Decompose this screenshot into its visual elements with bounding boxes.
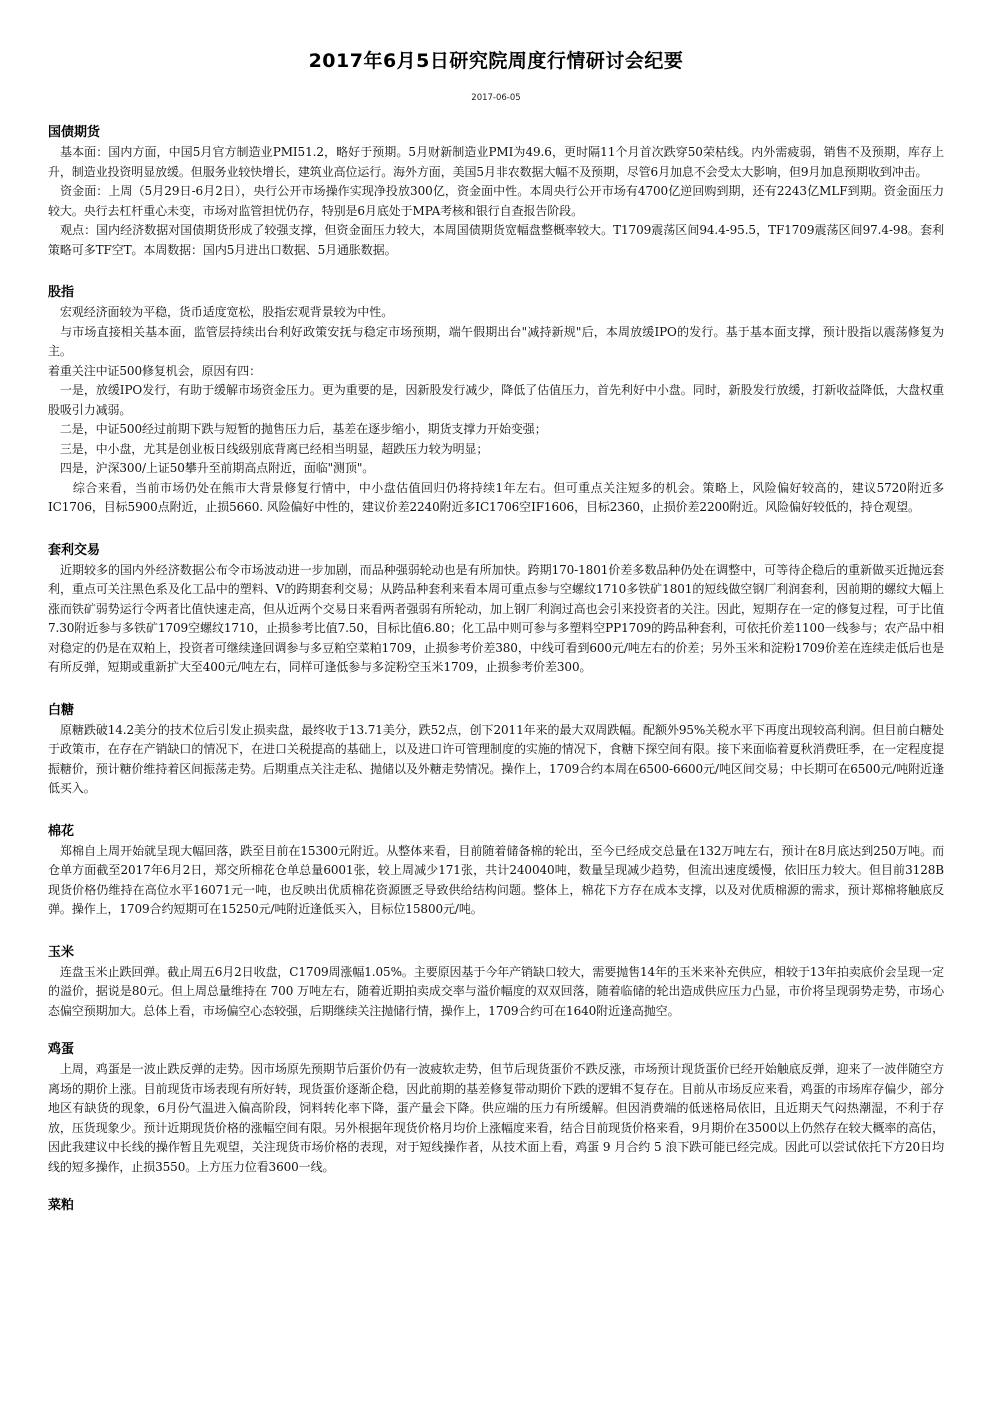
- section-heading: 鸡蛋: [48, 1042, 75, 1057]
- paragraph: 近期较多的国内外经济数据公布令市场波动进一步加剧，而品种强弱轮动也是有所加快。跨期170-1801价差多数品种仍处在调整中，可等待企稳后的重新做买近抛远套利，重点可关注黑色系及化工品中的塑料、V的跨期套利交易；从跨品种套利来看本周可重点参与空螺纹1710多铁矿1801的短线做空钢厂利润套利，因前期的螺纹大幅上涨而铁矿弱势运行令两者比值快速走高，但从近两个交易日来看两者强弱有所轮动，加上钢厂利润过高也会引来投资者的关注。因此，短期存在一定的修复过程，可于比值7.30附近参与多铁矿1709空螺纹1710，止损参考比值7.50，目标比值6.80；化工品中则可参与多塑料空PP1709的跨品种套利，可依托价差1100一线参与；农产品中相对稳定的仍是在双粕上，投资者可继续逢回调参与多豆粕空菜粕1709，止损参考价差380，中线可看到600元/吨左右的价差；另外玉米和淀粉1709价差在连续走低后也是有所反弹，短期或重新扩大至400元/吨左右，同样可逢低参与多淀粉空玉米1709，止损参考价差300。: [48, 562, 944, 674]
- document-date: 2017-06-05: [471, 93, 521, 103]
- section-heading: 套利交易: [48, 542, 101, 558]
- paragraph: 综合来看，当前市场仍处在熊市大背景修复行情中，中小盘估值回归仍将持续1年左右。但可重点关注短多的机会。策略上，风险偏好较高的，建议5720附近多IC1706，目标5900点附近，止损5660. 风险偏好中性的，建议价差2240附近多IC1706空IF1606，目标2360，止损价差2200附近。风险偏好较低的，持仓观望。: [48, 480, 944, 514]
- paragraph: 二是，中证500经过前期下跌与短暂的抛售压力后，基差在逐步缩小，期货支撑力开始变强；: [48, 422, 547, 436]
- paragraph: 三是，中小盘，尤其是创业板日线级别底背离已经相当明显，超跌压力较为明显；: [48, 441, 489, 456]
- section-heading: 棉花: [48, 823, 75, 839]
- document-body: [48, 124, 944, 1216]
- section-corn: [48, 944, 944, 1022]
- paragraph: 原糖跌破14.2美分的技术位后引发止损卖盘，最终收于13.71美分，跌52点，创下2011年来的最大双周跌幅。配额外95%关税水平下再度出现较高利润。但目前白糖处于政策市，在存在产销缺口的情况下，在进口关税提高的基础上，以及进口许可管理制度的实施的情况下，食糖下探空间有限。接下来面临着夏秋消费旺季，在一定程度提振糖价，预计糖价维持着区间振荡走势。后期重点关注走私、抛储以及外糖走势情况。操作上，1709合约本周在6500-6600元/吨区间交易；中长期可在6500元/吨附近逢低买入。: [48, 722, 944, 795]
- paragraph: 上周，鸡蛋是一波止跌反弹的走势。因市场原先预期节后蛋价仍有一波疲软走势，但节后现货蛋价不跌反涨，市场预计现货蛋价已经开始触底反弹，迎来了一波伴随空方离场的期价上涨。目前现货市场表现有所好转，现货蛋价逐渐企稳，因此前期的基差修复带动期价下跌的逻辑不复存在。目前从市场反应来看，鸡蛋的市场库存偏少，部分地区有缺货的现象，6月份气温进入偏高阶段，饲料转化率下降，蛋产量会下降。供应端的压力有所缓解。但因消费端的低迷格局依旧，且近期天气闷热潮湿，不利于存放，压货现象少。预计近期现货价格的涨幅空间有限。另外根据年现货价格月均价上涨幅度来看，结合目前现货价格来看，9月期价在3500以上仍然存在较大概率的高估，因此我建议中长线的操作暂且先观望，关注现货市场价格的表现，对于短线操作者，从技术面上看，鸡蛋 9 月合约 5 浪下跌可能已经完成。因此可以尝试依托下方20日均线的短多操作，止损3550。上方压力位看3600一线。: [48, 1062, 944, 1174]
- section-cotton: [48, 823, 944, 920]
- paragraph: 观点：国内经济数据对国债期货形成了较强支撑，但资金面压力较大，本周国债期货宽幅盘整概率较大。T1709震荡区间94.4-95.5，TF1709震荡区间97.4-98。套利策略可多TF空T。本周数据：国内5月进出口数据、5月通胀数据。: [48, 223, 944, 257]
- section-heading: 菜粕: [48, 1198, 75, 1213]
- section-eggs: [48, 1041, 944, 1177]
- section-heading: 白糖: [48, 702, 75, 718]
- paragraph: 宏观经济面较为平稳，货币适度宽松，股指宏观背景较为中性。: [48, 305, 394, 319]
- section-bond-futures: [48, 124, 944, 260]
- section-sugar: [48, 702, 944, 799]
- section-heading: 玉米: [48, 944, 75, 960]
- paragraph: 连盘玉米止跌回弹。截止周五6月2日收盘，C1709周涨幅1.05%。主要原因基于今年产销缺口较大，需要抛售14年的玉米来补充供应，相较于13年拍卖底价会呈现一定的溢价，据说是80元。但上周总量维持在 700 万吨左右，随着近期拍卖成交率与溢价幅度的双双回落，随着临储的轮出造成供应压力凸显，市价将呈现弱势走势，市场心态偏空预期加大。总体上看，市场偏空心态较强，后期继续关注抛储行情，操作上，1709合约可在1640附近逢高抛空。: [48, 964, 944, 1018]
- paragraph: 一是，放缓IPO发行，有助于缓解市场资金压力。更为重要的是，因新股发行减少，降低了估值压力，首先利好中小盘。同时，新股发行放缓，打新收益降低，大盘权重股吸引力减弱。: [48, 383, 944, 417]
- paragraph: 着重关注中证500修复机会，原因有四：: [48, 363, 262, 378]
- section-arbitrage: [48, 542, 944, 678]
- document-title: 2017年6月5日研究院周度行情研讨会纪要: [308, 50, 684, 72]
- section-rapeseed-meal: [48, 1197, 944, 1215]
- section-heading: 股指: [48, 285, 75, 300]
- paragraph: 与市场直接相关基本面，监管层持续出台利好政策安抚与稳定市场预期，端午假期出台"减持新规"后，本周放缓IPO的发行。基于基本面支撑，预计股指以震荡修复为主。: [48, 324, 944, 358]
- section-stock-index: [48, 284, 944, 518]
- paragraph: 资金面：上周（5月29日-6月2日），央行公开市场操作实现净投放300亿，资金面中性。本周央行公开市场有4700亿逆回购到期，还有2243亿MLF到期。资金面压力较大。央行去杠杆重心未变，市场对监管担忧仍存，特别是6月底处于MPA考核和银行自查报告阶段。: [48, 184, 944, 218]
- paragraph: 基本面：国内方面，中国5月官方制造业PMI51.2，略好于预期。5月财新制造业PMI为49.6，更时隔11个月首次跌穿50荣枯线。内外需疲弱，销售不及预期，库存上升，制造业投资明显放缓。但服务业较快增长，建筑业高位运行。海外方面，美国5月非农数据大幅不及预期，尽管6月加息不会受太大影响，但9月加息预期收到冲击。: [48, 145, 944, 179]
- paragraph: 郑棉自上周开始就呈现大幅回落，跌至目前在15300元附近。从整体来看，目前随着储备棉的轮出，至今已经成交总量在132万吨左右，预计在8月底达到250万吨。而仓单方面截至2017年6月2日，郑交所棉花仓单总量6001张，较上周减少171张，共计240040吨，数量呈现减少趋势，但流出速度缓慢，依旧压力较大。但目前3128B现货价格仍维持在高位水平16071元一吨，也反映出优质棉花资源匮乏导致供给结构问题。整体上，棉花下方存在成本支撑，以及对优质棉源的需求，预计郑棉将触底反弹。操作上，1709合约短期可在15250元/吨附近逢低买入，目标位15800元/吨。: [48, 843, 944, 916]
- paragraph: 四是，沪深300/上证50攀升至前期高点附近，面临"测顶"。: [48, 461, 375, 475]
- section-heading: 国债期货: [48, 125, 101, 140]
